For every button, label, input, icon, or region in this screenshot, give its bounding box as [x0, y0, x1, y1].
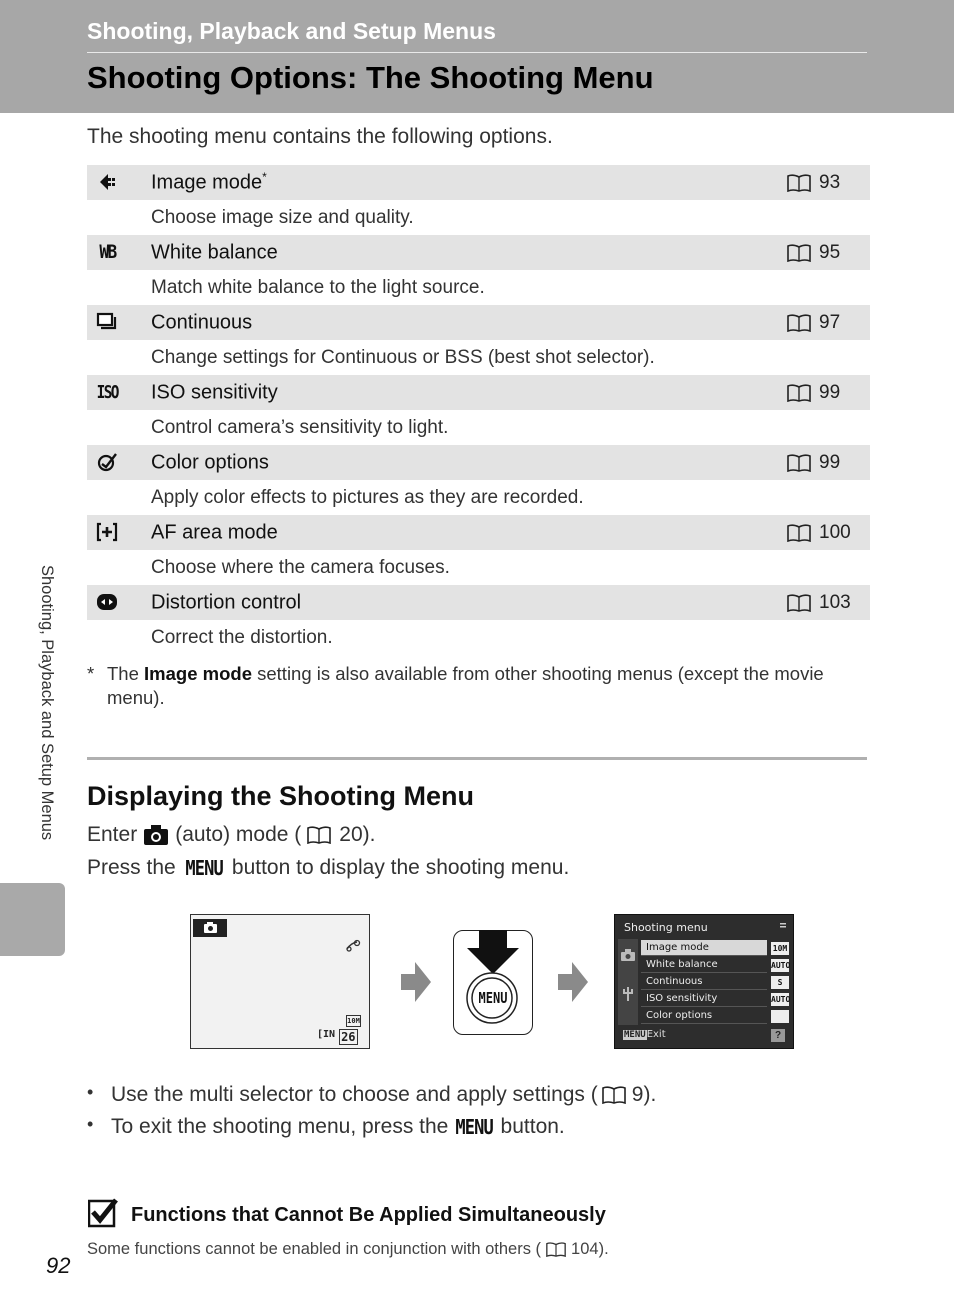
header-rule — [87, 52, 867, 53]
footer-exit: Exit — [646, 1029, 666, 1040]
option-page-ref — [787, 592, 851, 614]
option-label-text: Image mode — [151, 171, 263, 194]
screen-menu-item: Image mode — [641, 940, 767, 956]
help-icon: ? — [771, 1029, 785, 1042]
screen-menu-value: AUTO — [771, 995, 791, 1004]
intro-text: The shooting menu contains the following options. — [87, 125, 553, 148]
menu-button-illustration — [453, 930, 533, 1035]
option-label — [151, 380, 278, 405]
option-row — [87, 585, 870, 620]
section-title: Shooting, Playback and Setup Menus — [87, 18, 496, 44]
screen-menu-item: White balance — [641, 957, 767, 973]
option-page-number: 100 — [819, 521, 851, 543]
footer-menu-key: MENU — [624, 1030, 646, 1040]
list-item — [87, 1111, 656, 1143]
book-icon — [787, 594, 813, 612]
book-icon — [787, 454, 813, 472]
step-enter-auto — [87, 823, 375, 847]
option-label — [151, 520, 278, 545]
option-row — [87, 235, 870, 270]
frames-count: 26 — [341, 1030, 356, 1044]
page-title: Shooting Options: The Shooting Menu — [87, 60, 654, 95]
screen-menu-footer — [623, 1029, 666, 1040]
white-balance-icon: WB — [98, 241, 116, 263]
screen-menu-value — [771, 1010, 789, 1023]
shooting-screen-illustration — [190, 914, 370, 1049]
menu-button-label: MENU — [478, 989, 508, 1007]
step1-post: (auto) mode ( — [175, 823, 302, 846]
book-icon — [787, 524, 813, 542]
book-icon — [787, 244, 813, 262]
option-page-ref — [787, 172, 840, 194]
option-description-row — [87, 410, 870, 445]
distortion-icon — [95, 591, 119, 613]
option-description-row — [87, 200, 870, 235]
page-number: 92 — [46, 1253, 71, 1278]
book-icon — [787, 314, 813, 332]
option-description: Choose where the camera focuses. — [151, 556, 450, 578]
screen-menu-value: S — [771, 976, 789, 989]
iso-icon: ISO — [96, 381, 118, 403]
option-label — [151, 450, 269, 475]
side-section-label — [34, 565, 56, 870]
camera-tab-icon — [621, 949, 635, 961]
option-page-number: 97 — [819, 311, 841, 333]
options-table — [87, 165, 870, 655]
footnote-pre: The — [107, 663, 145, 684]
option-description: Match white balance to the light source. — [151, 276, 485, 298]
footnote-post: setting is also available from other shooting menus (except the movie menu). — [107, 663, 824, 708]
option-page-ref — [787, 312, 840, 334]
footnote-text — [107, 662, 867, 710]
step2-pre: Press the — [87, 856, 176, 879]
side-tab — [0, 883, 65, 956]
option-description: Correct the distortion. — [151, 626, 333, 648]
option-description: Choose image size and quality. — [151, 206, 414, 228]
option-page-number: 103 — [819, 591, 851, 613]
note-title: Functions that Cannot Be Applied Simultaneously — [131, 1204, 606, 1226]
option-label — [151, 240, 278, 265]
option-footnote-mark: * — [262, 170, 267, 185]
step1-ref: 20). — [339, 823, 376, 846]
screen-menu-title: Shooting menu — [624, 921, 708, 934]
option-description: Control camera’s sensitivity to light. — [151, 416, 449, 438]
option-description-row — [87, 270, 870, 305]
option-label — [151, 310, 252, 335]
book-icon — [787, 174, 813, 192]
frames-remaining — [317, 1029, 358, 1045]
option-row — [87, 165, 870, 200]
option-page-number: 99 — [819, 451, 841, 473]
option-label — [151, 590, 301, 615]
step-press-menu — [87, 856, 569, 880]
option-row — [87, 375, 870, 410]
setup-tab-icon — [622, 987, 634, 1001]
screen-menu-item: ISO sensitivity — [641, 991, 767, 1007]
book-icon — [307, 826, 333, 844]
section2-title: Displaying the Shooting Menu — [87, 781, 474, 811]
step1-pre: Enter — [87, 823, 138, 846]
scroll-indicator-icon — [779, 921, 787, 929]
option-description-row — [87, 480, 870, 515]
memory-bracket-icon: [IN — [317, 1029, 336, 1040]
note-text-pre: Some functions cannot be enabled in conjunction with others ( — [87, 1240, 542, 1258]
book-icon — [602, 1086, 628, 1104]
option-label-text: ISO sensitivity — [151, 381, 278, 404]
instructions-list — [87, 1079, 656, 1143]
page-header — [0, 0, 954, 113]
menu-button-glyph: MENU — [455, 1115, 494, 1139]
option-row — [87, 305, 870, 340]
note-text — [87, 1240, 609, 1259]
arrow-right-icon — [558, 962, 588, 1002]
list-item — [87, 1079, 656, 1111]
menu-button-icon — [453, 930, 533, 1035]
option-label-text: Continuous — [151, 311, 253, 334]
option-description: Change settings for Continuous or BSS (best shot selector). — [151, 346, 655, 368]
step2-post: button to display the shooting menu. — [231, 856, 570, 879]
option-label — [151, 170, 267, 195]
af-area-icon — [95, 521, 119, 543]
option-row — [87, 445, 870, 480]
screen-menu-value: 10M — [772, 944, 788, 953]
bullet2-text: • To exit the shooting menu, press the — [111, 1115, 449, 1138]
option-page-ref — [787, 452, 840, 474]
continuous-icon — [95, 311, 119, 333]
footnote-bold: Image mode — [144, 663, 252, 684]
option-page-number: 93 — [819, 171, 841, 193]
option-page-ref — [787, 242, 840, 264]
image-mode-icon — [95, 171, 119, 193]
bullet1-ref: 9). — [631, 1083, 657, 1106]
shooting-menu-screen-illustration — [614, 914, 794, 1049]
option-page-number: 99 — [819, 381, 841, 403]
bullet2-post: button. — [500, 1115, 565, 1138]
section-divider — [87, 757, 867, 760]
arrow-right-icon — [401, 962, 431, 1002]
option-label-text: Distortion control — [151, 591, 302, 614]
option-description-row — [87, 550, 870, 585]
option-description-row — [87, 340, 870, 375]
screen-menu-value: AUTO — [771, 961, 791, 970]
book-icon — [545, 1242, 567, 1257]
footnote-star: * — [87, 663, 95, 684]
option-page-number: 95 — [819, 241, 841, 263]
camera-icon — [143, 824, 169, 846]
option-description-row — [87, 620, 870, 655]
footnote — [87, 662, 867, 710]
bullet1-text: • Use the multi selector to choose and apply settings ( — [111, 1083, 598, 1106]
checkmark-note-icon — [88, 1198, 118, 1228]
color-options-icon — [95, 451, 119, 473]
camera-mode-icon — [193, 919, 227, 937]
option-row — [87, 515, 870, 550]
note-ref: 104). — [571, 1240, 609, 1258]
image-size-indicator: 10M — [347, 1017, 360, 1025]
menu-tab-sidebar — [618, 939, 638, 1025]
option-description: Apply color effects to pictures as they are recorded. — [151, 486, 584, 508]
screen-menu-item: Color options — [641, 1008, 767, 1024]
option-label-text: Color options — [151, 451, 269, 474]
side-label-text: Shooting, Playback and Setup Menus — [38, 565, 56, 841]
menu-button-glyph: MENU — [185, 856, 223, 880]
option-page-ref — [787, 522, 851, 544]
screen-menu-item: Continuous — [641, 974, 767, 990]
book-icon — [787, 384, 813, 402]
option-page-ref — [787, 382, 840, 404]
option-label-text: AF area mode — [151, 521, 278, 544]
option-label-text: White balance — [151, 241, 278, 264]
vr-icon — [345, 939, 361, 953]
